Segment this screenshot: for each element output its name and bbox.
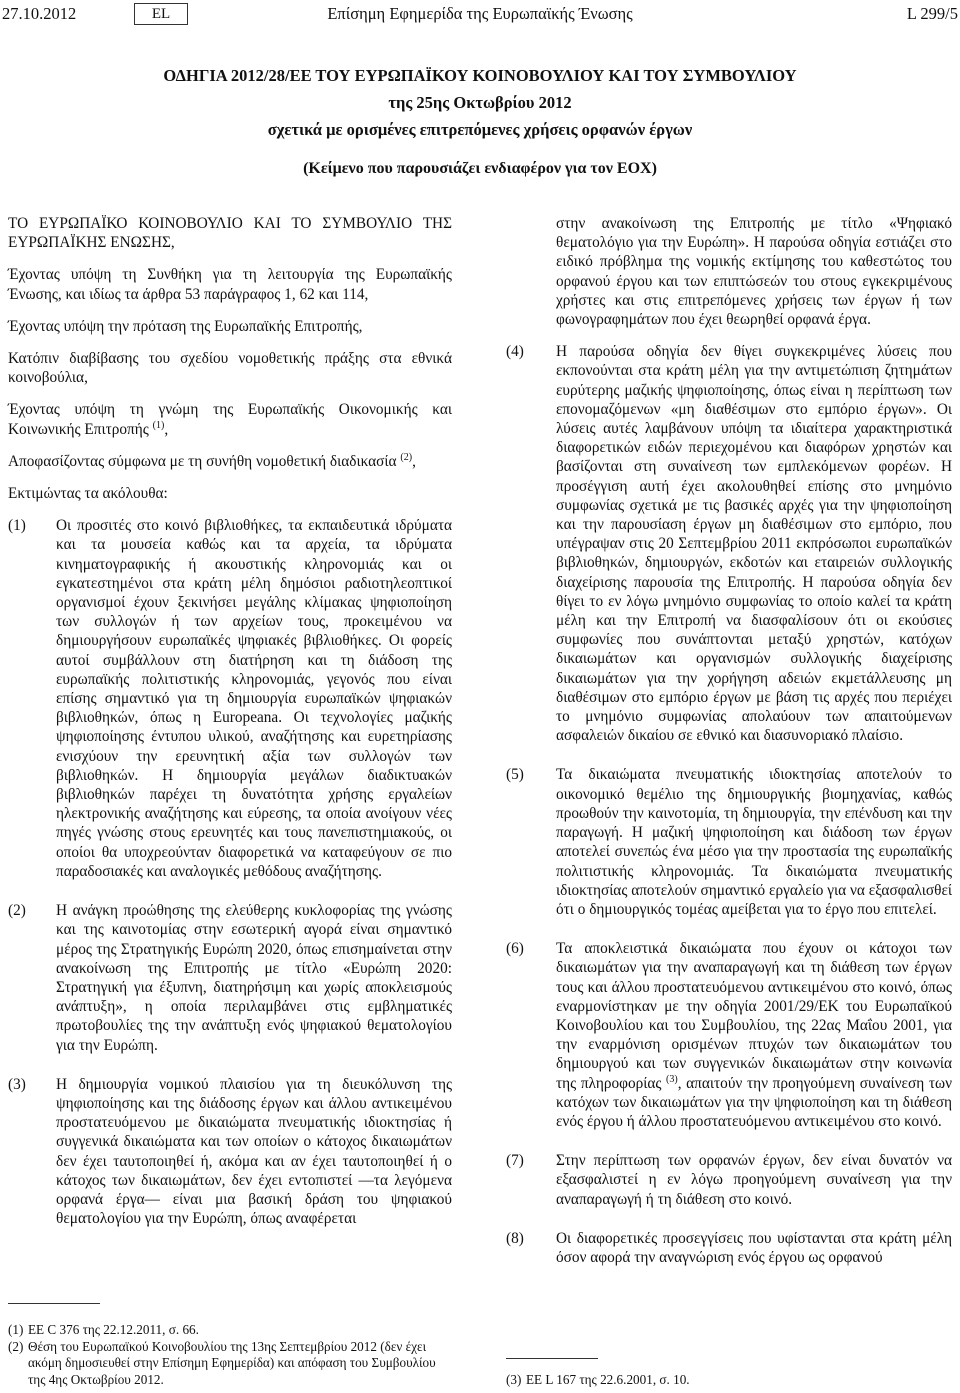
recital-text: Τα δικαιώματα πνευματικής ιδιοκτησίας αποτελούν το οικονομικό θεμέλιο της δημιουργικής βιομηχανίας, καθώς προωθούν την καινοτομία, τη δημιουργία, την επένδυση και την παραγωγή. Η μαζική ψηφιοποίηση και διάδοση των έργων αποτελεί συνεπώς ένα μέσο για την προστασία της ευρωπαϊκής πολιτιστικής κληρονομιάς. Τα δικαιώματα πνευματικής ιδιοκτησίας αποτελούν σημαντικό εργαλείο για να εξασφαλισθεί ότι ο δημιουργικός τομέας αμείβεται για το έργο που επιτελεί.: [556, 766, 952, 918]
footnote-2: [8, 1339, 452, 1389]
footnote-text: ΕΕ C 376 της 22.12.2011, σ. 66.: [28, 1322, 199, 1337]
recital-4: [506, 342, 952, 745]
recital-7: [506, 1151, 952, 1209]
recital-text: Η παρούσα οδηγία δεν θίγει συγκεκριμένες λύσεις που εκπονούνται στα κράτη μέλη για την αντιμετώπιση ζητημάτων ευρύτερης μαζικής ψηφιοποίησης, όπως είναι η περίπτωση των επονομαζόμενων «μη διαθέσιμων στο εμπόριο έργων». Οι λύσεις αυτές λαμβάνουν υπόψη τα ιδιαίτερα χαρακτηριστικά διαφορετικών ειδών περιεχομένου και διαφόρων χρηστών και βασίζονται στη συναίνεση των εμπλεκόμενων φορέων. Η προσέγγιση αυτή έχει ακολουθηθεί επίσης στο μνημόνιο συμφωνίας σχετικά με τις βασικές αρχές για την ψηφιοποίηση και την παρουσίαση έργων μη διαθέσιμων στο εμπόριο, που υπέγραψαν στις 20 Σεπτεμβρίου 2011 εκπρόσωποι ευρωπαϊκών βιβλιοθηκών, δημιουργών, εκδοτών και εταιρειών συλλογικής διαχείρισης παρουσία της Επιτροπής. Η παρούσα οδηγία δεν θίγει το εν λόγω μνημόνιο συμφωνίας το οποίο καλεί τα κράτη μέλη και την Επιτροπή να διασφαλίσουν ότι οι εκούσιες συμφωνίες που συνάπτονται μεταξύ χρηστών, κατόχων δικαιωμάτων και οργανισμών συλλογικής διαχείρισης δικαιωμάτων για την χορήγηση αδειών εκμετάλλευσης μη διαθέσιμων στο εμπόριο έργων με βάση τις αρχές που περιέχει το μνημόνιο συμφωνίας απολαύουν των απαιτούμενων ασφαλειών δικαίου σε εθνικό και διασυνοριακό πλαίσιο.: [556, 343, 952, 745]
footnote-marker: (1): [8, 1322, 24, 1337]
left-column: [8, 214, 452, 1248]
footnote-text: ΕΕ L 167 της 22.6.2001, σ. 10.: [526, 1372, 690, 1387]
left-footnotes: [8, 1322, 452, 1388]
recital-text: Οι προσιτές στο κοινό βιβλιοθήκες, τα εκπαιδευτικά ιδρύματα και τα μουσεία καθώς και τα αρχεία, τα ιδρύματα κινηματογραφικής ή ακουστικής κληρονομιάς και οι εγκατεστημένοι στα κράτη μέλη δημόσιοι ραδιοτηλεοπτικοί οργανισμοί έχουν ξεκινήσει μεγάλης κλίμακας ψηφιοποίηση των συλλογών ή των αρχείων τους, προκειμένου να δημιουργήσουν ευρωπαϊκές ψηφιακές βιβλιοθήκες. Οι φορείς αυτοί συμβάλλουν στη διατήρηση και τη διάδοση της ευρωπαϊκής πολιτιστικής κληρονομιάς, γεγονός που είναι επίσης σημαντικό για τη δημιουργία ευρωπαϊκών ψηφιακών βιβλιοθηκών, όπως η Europeana. Οι τεχνολογίες μαζικής ψηφιοποίησης έντυπου υλικού, αναζήτησης και ευρετηρίασης ενισχύουν την ερευνητική αξία των συλλογών των βιβλιοθηκών. Η δημιουργία μεγάλων διαδικτυακών βιβλιοθηκών παρέχει τη δυνατότητα χρήσης εργαλείων ηλεκτρονικής αναζήτησης και εύρεσης, τα οποία ανοίγουν νέες πηγές γνώσης στους ερευνητές και τους πανεπιστημιακούς, οι οποίοι θα υποχρεούνταν διαφορετικά να καταφεύγουν σε πιο παραδοσιακές και αναλογικές μεθόδους αναζήτησης.: [56, 517, 452, 880]
recital-2: [8, 901, 452, 1055]
recital-number: (7): [506, 1152, 524, 1170]
recital-number: (3): [8, 1075, 26, 1093]
recital-number: (2): [8, 902, 26, 920]
recital-3: [8, 1075, 452, 1229]
footnote-1: [8, 1322, 452, 1339]
language-badge: EL: [134, 3, 188, 25]
recital-number: (4): [506, 343, 524, 361]
footnote-marker: (3): [506, 1372, 522, 1387]
footnote-ref-3: (3): [666, 1073, 678, 1085]
footnote-ref-2: (2): [400, 451, 413, 463]
right-column: [506, 214, 952, 1287]
footnote-marker: (2): [8, 1338, 24, 1354]
footnote-divider: [8, 1303, 100, 1304]
recital-6: [506, 939, 952, 1131]
page-reference: L 299/5: [906, 4, 958, 23]
recital-text: Η ανάγκη προώθησης της ελεύθερης κυκλοφορίας της γνώσης και της καινοτομίας στην εσωτερική αγορά είναι σημαντικό μέρος της Στρατηγικής Ευρώπη 2020, όπως επισημαίνεται στην ανακοίνωση της Επιτροπής με τίτλο «Ευρώπη 2020: Στρατηγική για έξυπνη, διατηρήσιμη και χωρίς αποκλεισμούς ανάπτυξη», η οποία περιλαμβάνει στις εμβληματικές πρωτοβουλίες της την ανάπτυξη ενός ψηφιακού θεματολογίου για την Ευρώπη.: [56, 902, 452, 1054]
recital-number: (1): [8, 517, 26, 535]
recital-3-continued: στην ανακοίνωση της Επιτροπής με τίτλο «Ψηφιακό θεματολόγιο για την Ευρώπη». Η παρούσα οδηγία εστιάζει στο ειδικό πρόβλημα της νομικής εκτίμησης του καθεστώτος του ορφανού έργου και των επιπτώσεών του στους εγκεκριμένους χρήστες και στις επιτρεπόμενες χρήσεις των έργων ή των φωνογραφημάτων που έχει θεωρηθεί ορφανά έργα.: [556, 215, 952, 329]
recital-text: Στην περίπτωση των ορφανών έργων, δεν είναι δυνατόν να εξασφαλιστεί η εν λόγω προηγούμενη συναίνεση για την αναπαραγωγή ή τη διάθεση στο κοινό.: [556, 1152, 952, 1208]
recital-text-continued: , απαιτούν την προηγούμενη συναίνεση των κατόχων των δικαιωμάτων για την ψηφιοποίηση και τη διάθεση ενός έργου ή άλλου προστατευόμενου αντικειμένου στο κοινό.: [556, 1074, 952, 1130]
whereas-intro: Εκτιμώντας τα ακόλουθα:: [8, 485, 168, 503]
footnote-text: Θέση του Ευρωπαϊκού Κοινοβουλίου της 13ης Σεπτεμβρίου 2012 (δεν έχει ακόμη δημοσιευθεί στην Επίσημη Εφημερίδα) και απόφαση του Συμβουλίου της 4ης Οκτωβρίου 2012.: [28, 1338, 436, 1387]
recital-5: [506, 765, 952, 919]
citation-proposal: Έχοντας υπόψη την πρόταση της Ευρωπαϊκής Επιτροπής,: [8, 317, 363, 335]
citation-ecosoc: [8, 400, 452, 438]
punctuation: ,: [164, 420, 169, 438]
directive-title: ΟΔΗΓΙΑ 2012/28/ΕΕ ΤΟΥ ΕΥΡΩΠΑΪΚΟΥ ΚΟΙΝΟΒΟΥΛΙΟΥ ΚΑΙ ΤΟΥ ΣΥΜΒΟΥΛΙΟΥ: [163, 66, 797, 85]
citation-treaty: Έχοντας υπόψη τη Συνθήκη για τη λειτουργία της Ευρωπαϊκής Ένωσης, και ιδίως τα άρθρα 53 παράγραφος 1, 62 και 114,: [8, 266, 452, 303]
punctuation: ,: [412, 452, 416, 470]
eea-relevance-note: (Κείμενο που παρουσιάζει ενδιαφέρον για τον ΕΟΧ): [303, 160, 657, 177]
recital-text: Η δημιουργία νομικού πλαισίου για τη διευκόλυνση της ψηφιοποίησης και της διάδοσης έργων και άλλου αντικειμένου προστατευόμενου με δικαιώματα πνευματικής ιδιοκτησίας ή συγγενικά δικαιώματα και των οποίων ο κάτοχος δικαιωμάτων δεν έχει ταυτοποιηθεί ή, ακόμα και αν έχει ταυτοποιηθεί ή ο κάτοχος των δικαιωμάτων, δεν έχει εντοπιστεί —τα λεγόμενα ορφανά έργα— είναι μια βασική δράση του ψηφιακού θεματολογίου για την Ευρώπη, όπως αναφέρεται: [56, 1075, 452, 1228]
citation-ecosoc-text: Έχοντας υπόψη τη γνώμη της Ευρωπαϊκής Οικονομικής και Κοινωνικής Επιτροπής: [8, 401, 452, 438]
header-date: 27.10.2012: [2, 4, 77, 23]
footnote-divider: [506, 1358, 598, 1359]
journal-title: Επίσημη Εφημερίδα της Ευρωπαϊκής Ένωσης: [327, 4, 633, 23]
footnote-ref-1: (1): [152, 419, 165, 431]
recital-number: (5): [506, 766, 524, 784]
page-header: [0, 4, 960, 26]
recital-text: Οι διαφορετικές προσεγγίσεις που υφίστανται στα κράτη μέλη όσον αφορά την αναγνώριση ενός έργου ως ορφανού: [556, 1229, 952, 1266]
citation-parliaments: Κατόπιν διαβίβασης του σχεδίου νομοθετικής πράξης στα εθνικά κοινοβούλια,: [8, 350, 452, 387]
recital-1: [8, 516, 452, 881]
footnote-3: [506, 1372, 952, 1389]
citation-procedure: [8, 452, 452, 471]
recital-text: Τα αποκλειστικά δικαιώματα που έχουν οι κάτοχοι των δικαιωμάτων για την αναπαραγωγή και τη διάθεση των έργων τους και άλλου προστατευόμενου αντικειμένου στο κοινό, όπως εναρμονίστηκαν με την οδηγία 2001/29/ΕΚ του Ευρωπαϊκού Κοινοβουλίου και του Συμβουλίου, της 22ας Μαΐου 2001, για την εναρμόνιση ορισμένων πτυχών των δικαιωμάτων του δημιουργού και των συγγενικών δικαιωμάτων στην κοινωνία της πληροφορίας: [556, 940, 952, 1092]
directive-subject: σχετικά με ορισμένες επιτρεπόμενες χρήσεις ορφανών έργων: [267, 120, 693, 139]
right-footnotes: [506, 1372, 952, 1389]
preamble-heading: ΤΟ ΕΥΡΩΠΑΪΚΟ ΚΟΙΝΟΒΟΥΛΙΟ ΚΑΙ ΤΟ ΣΥΜΒΟΥΛΙΟ ΤΗΣ ΕΥΡΩΠΑΪΚΗΣ ΕΝΩΣΗΣ,: [8, 215, 452, 252]
directive-date: της 25ης Οκτωβρίου 2012: [388, 93, 572, 112]
recital-number: (6): [506, 940, 524, 958]
citation-procedure-text: Αποφασίζοντας σύμφωνα με τη συνήθη νομοθετική διαδικασία: [8, 452, 397, 470]
recital-8: [506, 1229, 952, 1267]
recital-number: (8): [506, 1229, 524, 1247]
